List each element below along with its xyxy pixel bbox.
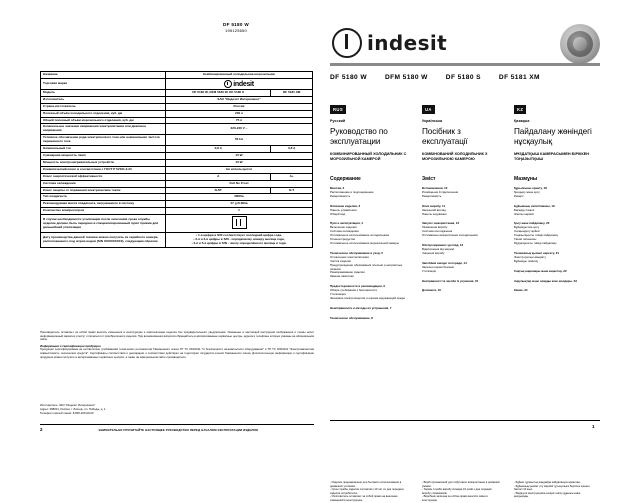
language-name: Қазақша <box>514 119 530 123</box>
toc-group <box>330 205 408 217</box>
column-footnote: - Бұйым тұрмыстық жағдайда пайдалануға арналған. <box>514 481 581 484</box>
column-footnote: - Виріб призначений для побутового використання в домашніх умовах. <box>422 481 500 488</box>
table-cell-value: 1 <box>166 208 313 215</box>
toc-entry[interactable]: Предосторожности и рекомендации, 6 <box>330 284 385 289</box>
specification-table <box>40 71 313 248</box>
toc-group <box>330 252 408 279</box>
model-name: DF 5180 W <box>330 74 367 81</box>
toc-group <box>514 252 592 264</box>
column-footnote: - Бұйымның қызмет ету мерзімі тұтынушыға берілген күннен бастап 10 жыл. <box>514 484 590 492</box>
table-row <box>41 159 313 166</box>
table-row <box>41 89 313 96</box>
toc-entry: Панель керування <box>422 211 447 216</box>
column-footnote: - Өндіруші конструкцияға өзгеріс енгізу құқығын өзіне қалдырады. <box>514 491 581 499</box>
toc-entry: Басқару панелі <box>514 207 535 212</box>
toc-entry[interactable]: Құрылғыны орнату, 18 <box>514 186 547 190</box>
table-cell-value: R600a <box>166 194 313 201</box>
right-header-divider <box>330 63 600 66</box>
table-col-header-right: Комбинированный холодильник-морозильник <box>166 72 313 79</box>
table-cell-value-alt: DF 5181 XM <box>271 89 313 96</box>
manufacturer-address <box>40 404 240 416</box>
table-of-contents <box>330 187 408 321</box>
toc-group <box>514 222 592 245</box>
toc-entry: Экономия электроэнергии и охрана окружающей среды <box>330 295 406 300</box>
table-cell-value: 50 Hz <box>166 135 313 146</box>
table-brand-logo: indesit <box>166 78 313 89</box>
manual-subtitle: КОМБИНИРОВАННЫЙ ХОЛОДИЛЬНИК С МОРОЗИЛЬНОЙ КАМЕРОЙ <box>330 152 407 161</box>
toc-entry[interactable]: Монтаж, 2 <box>330 186 345 190</box>
toc-entry: Загальний вигляд <box>422 207 446 212</box>
column-footnotes <box>514 481 592 499</box>
left-page-footer <box>40 427 314 432</box>
left-page <box>0 0 318 449</box>
toc-entry: Расположение и подсоединение <box>330 189 374 194</box>
manual-title: Руководство по эксплуатации <box>330 127 388 146</box>
table-row <box>41 110 313 117</box>
table-cell-value-alt: 0,8 A <box>271 146 313 153</box>
column-footnote: - Изготовитель оставляет за собой право на внесение изменений в конструкцию. <box>330 495 398 502</box>
toc-entry[interactable]: Техническое обслуживание и уход, 5 <box>330 250 383 255</box>
brand-name: indesit <box>367 31 448 55</box>
toc-entry: Тоңазытқышты тиімді пайдалану <box>514 233 559 238</box>
toc-entry: Общий вид <box>330 211 346 216</box>
table-cell-label: Номинальное значение напряжения электропитания или диапазон напряжения <box>41 124 166 135</box>
model-list <box>330 74 610 81</box>
toc-entry[interactable]: Несправності та засоби їх усунення, 15 <box>422 278 479 283</box>
table-row <box>41 194 313 201</box>
address-line-1: Изготовитель: ЗАО "Индезит Интернэшнл" <box>40 403 96 407</box>
toc-entry[interactable]: Бұйымның сипаттамасы, 19 <box>514 203 555 208</box>
toc-entry: Система охлаждения <box>330 229 359 234</box>
toc-group <box>514 205 592 217</box>
toc-entry[interactable]: Запуск і використання, 12 <box>422 221 460 226</box>
toc-entry[interactable]: Описание изделия, 3 <box>330 203 361 208</box>
toc-entry: Бұйымды тазалау <box>514 258 539 263</box>
toc-group <box>422 222 500 238</box>
toc-entry: Тағам гигиенасы <box>514 237 537 242</box>
toc-entry[interactable]: Запобіжні заходи та поради, 14 <box>422 260 467 265</box>
toc-entry: Відключення від мережі <box>422 246 455 251</box>
table-cell-value: DF 5180 W, DFM 5180 W, DF 5180 S <box>166 89 271 96</box>
indesit-circle-i-icon <box>332 28 362 58</box>
toc-group <box>514 270 592 274</box>
toc-entry[interactable]: Қосу және пайдалану, 20 <box>514 221 550 226</box>
table-cell-value: N-ST <box>166 187 271 194</box>
table-cell-value: Не используется <box>166 166 313 173</box>
language-column-kz <box>514 98 592 499</box>
toc-entry: Жалпы көрінісі <box>514 211 534 216</box>
toc-entry[interactable]: Обслуговування і догляд, 13 <box>422 243 464 248</box>
table-row <box>41 208 313 215</box>
table-col-header-left: Название <box>41 72 166 79</box>
toc-entry: Утилізація <box>422 268 436 273</box>
toc-entry: Загальні норми безпеки <box>422 264 454 269</box>
table-row <box>41 187 313 194</box>
toc-entry: Отключение электропитания <box>330 254 369 259</box>
table-row <box>41 96 313 103</box>
toc-entry: Панель управления <box>330 207 357 212</box>
toc-entry: Қондыру және қосу <box>514 189 540 194</box>
table-row <box>41 201 313 208</box>
toc-entry: Включение изделия <box>330 225 357 230</box>
left-footer-text: ВНИМАТЕЛЬНО ПРОЧИТАЙТЕ НАСТОЯЩЕЕ РУКОВОДСТВО ПЕРЕД НАЧАЛОМ ЭКСПЛУАТАЦИИ ИЗДЕЛИЯ <box>98 428 258 432</box>
toc-entry: Мұздатқышты тиімді пайдалану <box>514 240 557 245</box>
language-column-rus <box>330 98 408 502</box>
manual-title: Посібник з експлуатації <box>422 127 468 146</box>
toc-group <box>330 222 408 245</box>
table-cell-value: 10 W <box>166 159 313 166</box>
toc-entry: Электр қуатын ажырату <box>514 254 546 259</box>
table-cell-label: Номинальный ток <box>41 146 166 153</box>
toc-entry[interactable]: Сақтық шаралары және кеңестер, 22 <box>514 268 567 273</box>
toc-entry: Реверс <box>514 193 524 198</box>
manual-subtitle: КОМБІНОВАНИЙ ХОЛОДИЛЬНИК З МОРОЗИЛЬНОЮ КАМЕРОЮ <box>422 152 488 161</box>
table-disposal-icon <box>166 215 313 233</box>
table-cell-value-alt: A+ <box>271 173 313 180</box>
toc-entry[interactable]: Допомога, 16 <box>422 288 441 293</box>
model-name: DFM 5180 W <box>384 74 428 81</box>
table-cell-label: Изготовитель <box>41 96 166 103</box>
table-cell-label: Страна-изготовитель <box>41 103 166 110</box>
toc-group <box>330 307 408 311</box>
table-cell-label: В случае необходимости утилизации после окончания срока службы изделие должно быть передано в специализированный пункт приёма для дальнейшей утилизации <box>41 215 166 233</box>
toc-heading: Мазмұны <box>514 176 538 182</box>
table-cell-label: Система охлаждения <box>41 180 166 187</box>
toc-group <box>330 187 408 199</box>
table-cell-label: Полезный объём холодильного отделения, куб. дм <box>41 110 166 117</box>
toc-entry: Бұйымды іске қосу <box>514 225 540 230</box>
table-cell-label: Торговая марка <box>41 78 166 89</box>
toc-entry: Предупреждение образования плесени и неприятных запахов <box>330 262 403 271</box>
table-cell-label: Количество компрессоров <box>41 208 166 215</box>
table-cell-value: 230 л <box>166 110 313 117</box>
toc-entry: Реверсивність <box>422 193 442 198</box>
table-cell-value: ЗАО "Индезит Интернэшнл" <box>166 96 313 103</box>
table-row <box>41 215 313 233</box>
language-columns <box>330 98 614 502</box>
toc-entry: Гигиена продуктов <box>330 237 355 242</box>
toc-entry: Чищення виробу <box>422 250 445 255</box>
toc-entry[interactable]: Ақаулықтар және оларды жою жолдары, 23 <box>514 278 577 283</box>
table-row <box>41 173 313 180</box>
column-footnote: - Изделие предназначено для бытового использования в домашних условиях. <box>330 481 402 488</box>
toc-group <box>422 244 500 256</box>
flag-badge-rus: RUS <box>330 105 346 114</box>
flag-badge-kz: KZ <box>514 105 526 114</box>
language-name: Українська <box>422 119 443 123</box>
table-cell-value: 220-240 V ~ <box>166 124 313 135</box>
left-footer-divider <box>40 424 314 425</box>
toc-group <box>422 289 500 293</box>
toc-entry[interactable]: Техническое обслуживание, 8 <box>330 315 373 320</box>
toc-entry[interactable]: Встановлення, 10 <box>422 186 448 190</box>
header-model: DF 5180 W <box>223 22 249 27</box>
right-page-number: 1 <box>592 424 595 429</box>
toc-group <box>514 187 592 199</box>
table-row <box>41 135 313 146</box>
table-cell-label: Климатический класс в соответствии с ГОСТ Р 52161.2.24 <box>41 166 166 173</box>
address-line-2: Адрес: 398001, Россия, г. Липецк, пл. Победы, д. 1 <box>40 406 106 411</box>
toc-entry[interactable]: Опис виробу, 11 <box>422 203 446 208</box>
table-cell-bullets: • 1-я цифра в S/N соответствует последней цифре года, • 2-я и 3-я цифры в S/N - порядковому номеру месяца года, • 4-я и 5-я цифры в S/N - числу определённого месяца и года. <box>166 233 313 248</box>
left-page-number: 2 <box>40 427 43 432</box>
toc-entry: Оптимальное использование холодильника <box>330 233 390 238</box>
table-row <box>41 117 313 124</box>
manual-subtitle: МҰЗДАТҚЫШ КАМЕРАСЫМЕН БІРІККЕН ТОҢАЗЫТҚЫШ <box>514 152 589 161</box>
table-row <box>41 78 313 89</box>
table-cell-value-alt: N-T <box>271 187 313 194</box>
toc-entry: Розміщення й підключення <box>422 189 459 194</box>
address-line-3: Телефон горячей линии: 8-800-200-00-00 <box>40 410 94 415</box>
toc-entry: Салқындату жүйесі <box>514 229 540 234</box>
column-footnote: - Термін служби виробу складає 10 років з дня передачі виробу споживачеві. <box>422 488 492 495</box>
table-cell-value: Full No Frost <box>166 180 313 187</box>
table-of-contents <box>514 187 592 293</box>
table-cell-label: Класс энергетической эффективности <box>41 173 166 180</box>
toc-entry: Оптимальное использование морозильной камеры <box>330 240 399 245</box>
table-row <box>41 152 313 159</box>
indesit-logo <box>332 28 447 58</box>
toc-entry[interactable]: Көмек, 24 <box>514 288 528 293</box>
toc-entry: Замена лампочки <box>330 274 354 279</box>
toc-entry: Общие требования к безопасности <box>330 288 378 293</box>
manual-title: Пайдалану жөніндегі нұсқаулық <box>514 127 592 146</box>
flag-badge-ua: UA <box>422 105 435 114</box>
toc-entry: Утилизация <box>330 292 346 297</box>
table-cell-value: 10 W <box>166 152 313 159</box>
right-footer-divider <box>330 420 600 421</box>
column-footnote: - Срок службы изделия составляет 10 лет со дня передачи изделия потребителю. <box>330 488 404 495</box>
column-footnote: - Виробник залишає за собою право вносити зміни в конструкцію. <box>422 495 488 502</box>
toc-group <box>422 205 500 217</box>
model-name: DF 5180 S <box>445 74 481 81</box>
table-cell-label: Суммарная мощность ламп <box>41 152 166 159</box>
table-cell-label: Общий полезный объём морозильного отделения, куб. дм <box>41 117 166 124</box>
table-cell-label: Модель <box>41 89 166 96</box>
toc-entry[interactable]: Техникалық қызмет көрсету, 21 <box>514 250 559 255</box>
table-cell-value: Россия <box>166 103 313 110</box>
table-cell-value: A <box>166 173 271 180</box>
language-column-ua <box>422 98 500 502</box>
toc-entry: Система охолодження <box>422 229 453 234</box>
toc-heading: Содержание <box>330 176 361 182</box>
table-row <box>41 146 313 153</box>
table-cell-label: Рекомендуемая масса хладагента, загружаемого в систему <box>41 201 166 208</box>
table-row <box>41 124 313 135</box>
language-name: Русский <box>330 119 346 123</box>
toc-group <box>422 187 500 199</box>
toc-group <box>514 289 592 293</box>
table-cell-label: Мощность электронагревательных устройств <box>41 159 166 166</box>
table-cell-value: 0,8 A <box>166 146 271 153</box>
table-cell-label: Условное обозначение рода электрического тока или номинальная частота переменного тока <box>41 135 166 146</box>
note-paragraph: Информация о сертификации продукции Продукция сертифицирована на соответствие требованиям технических регламентов Таможенного союза ТР ТС 004/2011 "О безопасности низковольтного оборудования" и ТР ТС 020/2011 "Электромагнитная совместимость технических средств". Сертификаты соответствия и декларации о соответствии действуют на территории государств-членов Таможенного союза. Дополнительную информацию о сертификации продукции можно получить в авторизованных сервисных центрах, а также на официальном сайте производителя. <box>40 343 314 359</box>
table-cell-label: Класс защиты от поражения электрическим током <box>41 187 166 194</box>
toc-group <box>514 280 592 284</box>
table-row <box>41 166 313 173</box>
table-row <box>41 103 313 110</box>
column-footnotes <box>330 481 408 503</box>
column-footnotes <box>422 481 500 503</box>
table-row <box>41 180 313 187</box>
toc-entry: Реверсивность <box>330 193 351 198</box>
table-cell-value: 47 g R-600a <box>166 201 313 208</box>
model-name: DF 5181 XM <box>498 74 540 81</box>
specification-table-body <box>41 72 313 248</box>
toc-entry: Оптимальне використання холодильника <box>422 233 478 238</box>
toc-entry: Увімкнення виробу <box>422 225 448 230</box>
toc-entry[interactable]: Неисправности и методы их устранения, 7 <box>330 305 392 310</box>
table-cell-label: Дату производства данной техники можно получить из серийного номера, расположенного под штрих-кодом (S/N XXXXXXXXX), следующим образом <box>41 233 166 248</box>
table-of-contents <box>422 187 500 293</box>
header-code: 195125650 <box>225 28 247 33</box>
left-page-header <box>176 22 296 34</box>
table-cell-value: 75 л <box>166 117 313 124</box>
toc-group <box>422 280 500 284</box>
table-row <box>41 233 313 248</box>
eco-globe-emblem-icon <box>560 24 600 64</box>
left-page-notes <box>40 331 314 362</box>
toc-entry: Размораживание изделия <box>330 270 365 275</box>
table-cell-label: Тип хладагента <box>41 194 166 201</box>
toc-group <box>422 262 500 274</box>
toc-entry: Чистка изделия <box>330 258 351 263</box>
toc-group <box>330 285 408 301</box>
toc-heading: Зміст <box>422 176 436 182</box>
toc-entry[interactable]: Пуск и эксплуатация, 4 <box>330 221 363 226</box>
note-paragraph: Производитель оставляет за собой право вносить изменения в конструкцию и комплектацию изделия без предварительного уведомления. Указанные в настоящей инструкции изображения и схемы носят информационный характер и могут отличаться от приобретённого изделия. При возникновении вопросов обращайтесь в авторизованные сервисные центры, адреса и телефоны которых указаны на официальном сайте. <box>40 331 314 342</box>
toc-group <box>330 317 408 321</box>
